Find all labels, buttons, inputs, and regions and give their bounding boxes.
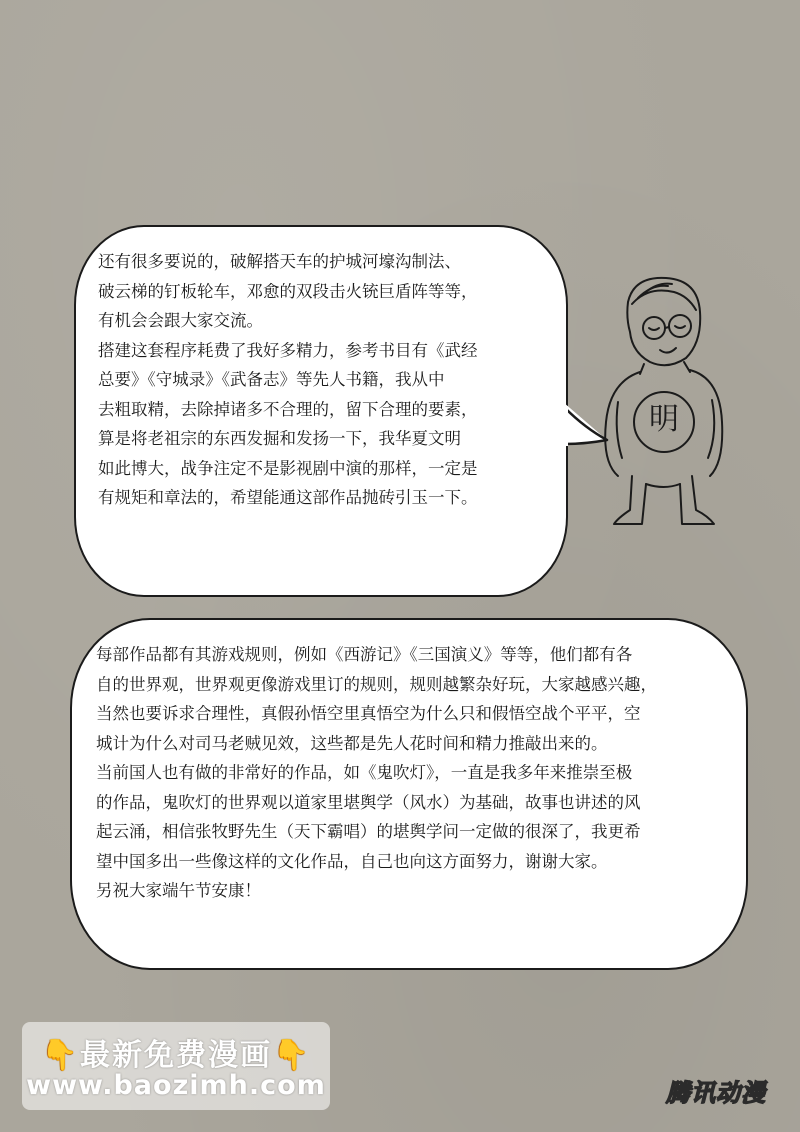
watermark-url[interactable]: www.baozimh.com (26, 1070, 326, 1101)
site-watermark[interactable] (22, 1022, 330, 1110)
watermark-slogan: 最新免费漫画 (80, 1038, 272, 1073)
bubble1-line: 搭建这套程序耗费了我好多精力，参考书目有《武经 (98, 340, 478, 360)
bubble2-line: 当然也要诉求合理性，真假孙悟空里真悟空为什么只和假悟空战个平平，空 (96, 704, 641, 723)
bubble1-line: 去粗取精，去除掉诸多不合理的，留下合理的要素， (98, 399, 478, 419)
bubble2-line: 每部作品都有其游戏规则，例如《西游记》《三国演义》等等，他们都有各 (96, 645, 633, 664)
bubble1-line: 总要》《守城录》《武备志》等先人书籍，我从中 (98, 370, 445, 389)
bubble2-line: 另祝大家端午节安康！ (96, 881, 261, 900)
publisher-logo: 腾讯动漫 (666, 1078, 766, 1107)
chest-emblem-text: 明 (649, 402, 679, 437)
watermark-line1 (22, 1030, 330, 1074)
bubble2-line: 自的世界观，世界观更像游戏里订的规则，规则越繁杂好玩，大家越感兴趣， (96, 674, 657, 694)
bubble2-line: 起云涌，相信张牧野先生（天下霸唱）的堪舆学问一定做的很深了，我更希 (96, 822, 641, 841)
author-character-illustration (588, 262, 738, 532)
bubble1-line: 破云梯的钉板轮车，邓愈的双段击火铳巨盾阵等等， (98, 281, 478, 301)
bubble2-line: 当前国人也有做的非常好的作品，如《鬼吹灯》，一直是我多年来推崇至极 (96, 763, 633, 782)
bubble1-line: 有规矩和章法的，希望能通这部作品抛砖引玉一下。 (98, 488, 478, 507)
speech-bubble-1 (74, 225, 568, 597)
pointing-hand-icon: 👇 (40, 1038, 80, 1073)
bubble1-line: 还有很多要说的，破解搭天车的护城河壕沟制法、 (98, 252, 461, 271)
bubble1-line: 有机会会跟大家交流。 (98, 311, 263, 330)
bubble1-line: 如此博大，战争注定不是影视剧中演的那样，一定是 (98, 458, 478, 478)
bubble2-line: 望中国多出一些像这样的文化作品，自己也向这方面努力，谢谢大家。 (96, 851, 608, 871)
bubble2-line: 城计为什么对司马老贼见效，这些都是先人花时间和精力推敲出来的。 (96, 733, 608, 753)
speech-bubble-2 (70, 618, 748, 970)
pointing-hand-icon: 👇 (272, 1038, 312, 1073)
bubble2-line: 的作品，鬼吹灯的世界观以道家里堪舆学（风水）为基础，故事也讲述的风 (96, 792, 641, 812)
bubble1-line: 算是将老祖宗的东西发掘和发扬一下，我华夏文明 (98, 429, 461, 448)
